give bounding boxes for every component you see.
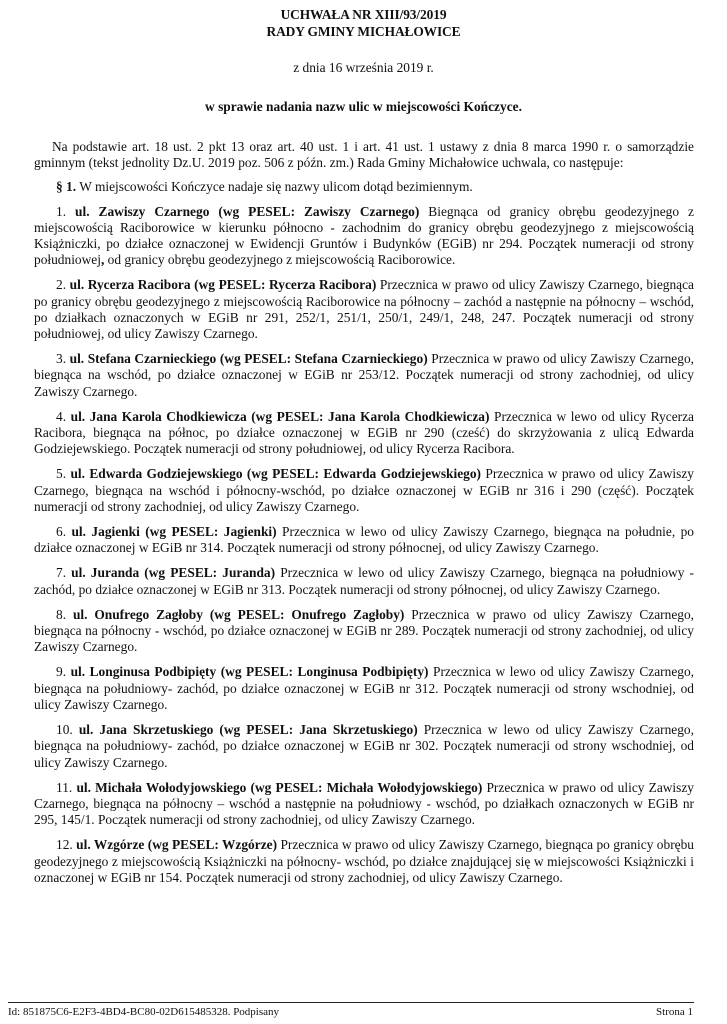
item-number: 7. (56, 565, 67, 581)
page-number: Strona 1 (656, 1006, 693, 1018)
street-item (34, 524, 694, 556)
street-name: ul. Rycerza Racibora (wg PESEL: Rycerza Racibora) (69, 277, 377, 293)
street-description: Przecznica w lewo od ulicy Zawiszy Czarnego, biegnąca na południowy- zachód, po działce oznaczonej w EGiB nr 312. Początek numeracji od strony wschodniej, od ulicy Zawiszy Czarnego. (34, 664, 694, 712)
item-number: 6. (56, 524, 67, 540)
street-item (34, 664, 694, 713)
street-description: Przecznica w prawo od ulicy Zawiszy Czarnego, biegnąca po granicy obrębu geodezyjnego z miejscowością Raciborowice na północny – zachód a następnie na północny – wschód, po działkach oznaczonych w EGiB nr 291, 252/1, 251/1, 250/1, 249/1, 248, 247. Początek numeracji od strony południowej, od ulicy Zawiszy Czarnego. (34, 277, 694, 342)
street-item (34, 722, 694, 771)
bold-comma: , (100, 252, 105, 268)
street-name: ul. Jana Karola Chodkiewicza (wg PESEL: Jana Karola Chodkiewicza) (70, 408, 490, 424)
item-number: 9. (56, 664, 67, 680)
street-description: Przecznica w lewo od ulicy Zawiszy Czarnego, biegnąca na południowy - zachód, po działce oznaczonej w EGiB nr 313. Początek numeracji od strony północnej, od ulicy Zawiszy Czarnego. (34, 565, 694, 597)
street-item (34, 780, 694, 829)
section-text: W miejscowości Kończyce nadaje się nazwy ulicom dotąd bezimiennym. (76, 179, 473, 195)
council-name: RADY GMINY MICHAŁOWICE (266, 24, 461, 39)
street-name: ul. Onufrego Zagłoby (wg PESEL: Onufrego Zagłoby) (72, 606, 405, 622)
section-label: § 1. (56, 179, 77, 195)
section-1-paragraph (34, 179, 694, 195)
resolution-date: z dnia 16 września 2019 r. (293, 60, 434, 75)
resolution-title: UCHWAŁA NR XIII/93/2019 (280, 7, 447, 22)
street-item (34, 351, 694, 400)
street-item (34, 409, 694, 458)
street-description: Przecznica w lewo od ulicy Zawiszy Czarnego, biegnąca na południowy- zachód, po działce oznaczonej w EGiB nr 302. Początek numeracji od strony wschodniej, od ulicy Zawiszy Czarnego. (34, 722, 694, 770)
item-number: 11. (56, 779, 73, 795)
street-description: Przecznica w lewo od ulicy Zawiszy Czarnego, biegnąca na południe, po działce oznaczonej w EGiB nr 314. Początek numeracji od strony północnej, od ulicy Zawiszy Czarnego. (34, 524, 694, 556)
street-description: Przecznica w prawo od ulicy Zawiszy Czarnego, biegnąca na wschód, po działce oznaczonej w EGiB nr 253/12. Początek numeracji od strony zachodniej, od ulicy Zawiszy Czarnego. (34, 351, 694, 399)
item-number: 8. (56, 606, 67, 622)
resolution-subject: w sprawie nadania nazw ulic w miejscowości Kończyce. (205, 99, 522, 114)
street-name: ul. Jana Skrzetuskiego (wg PESEL: Jana Skrzetuskiego) (78, 722, 418, 738)
street-description: Przecznica w prawo od ulicy Zawiszy Czarnego, biegnąca po granicy obrębu geodezyjnego z miejscowością Książniczki na północny- wschód, po działce znajdującej się w miejscowości Książniczki i oznaczonej w EGiB nr 154. Początek numeracji od strony zachodniej, od ulicy Zawiszy Czarnego. (34, 837, 694, 885)
street-name: ul. Michała Wołodyjowskiego (wg PESEL: Michała Wołodyjowskiego) (76, 779, 483, 795)
street-item (34, 466, 694, 515)
item-number: 3. (56, 351, 67, 367)
street-name: ul. Jagienki (wg PESEL: Jagienki) (71, 524, 277, 540)
item-number: 1. (56, 203, 67, 219)
street-item (34, 277, 694, 342)
item-number: 5. (56, 466, 67, 482)
street-name: ul. Stefana Czarnieckiego (wg PESEL: Stefana Czarnieckiego) (69, 351, 428, 367)
street-item (34, 607, 694, 656)
street-description: Przecznica w prawo od ulicy Zawiszy Czarnego, biegnąca na północny – wschód a następnie na południowy - wschód, po działkach oznaczonych w EGiB nr 295, 145/1. Początek numeracji od strony zachodniej, od ulicy Zawiszy Czarnego. (34, 779, 694, 828)
document-id: Id: 851875C6-E2F3-4BD4-BC80-02D615485328. Podpisany (8, 1006, 280, 1018)
street-name: ul. Zawiszy Czarnego (wg PESEL: Zawiszy Czarnego) (75, 203, 420, 219)
street-name: ul. Juranda (wg PESEL: Juranda) (71, 565, 276, 581)
item-number: 12. (56, 837, 73, 853)
street-item (34, 565, 694, 597)
street-description: Przecznica w prawo od ulicy Zawiszy Czarnego, biegnąca na wschód i północny-wschód, po działce oznaczonej w EGiB nr 316 i 290 (część). Początek numeracji od strony zachodniej, od ulicy Zawiszy Czarnego. (34, 466, 694, 514)
street-item (34, 837, 694, 886)
street-name: ul. Wzgórze (wg PESEL: Wzgórze) (76, 837, 278, 853)
street-description-cont: od granicy obrębu geodezyjnego z miejscowością Raciborowice. (104, 252, 456, 268)
street-item (34, 204, 694, 269)
item-number: 2. (56, 277, 67, 293)
street-description: Biegnąca od granicy obrębu geodezyjnego z miejscowością Raciborowice w kierunku północno - zachodnim do granicy obrębu geodezyjnego z miejscowością Książniczki, po działce oznaczonej w Ewidencji Gruntów i Budynków (EGiB) nr 294. Początek numeracji od strony południowej (34, 203, 694, 268)
legal-basis-paragraph: Na podstawie art. 18 ust. 2 pkt 13 oraz art. 40 ust. 1 i art. 41 ust. 1 ustawy z dnia 8 marca 1990 r. o samorządzie gminnym (tekst jednolity Dz.U. 2019 poz. 506 z późn. zm.) Rada Gminy Michałowice uchwala, co następuje: (34, 139, 694, 171)
street-description: Przecznica w prawo od ulicy Zawiszy Czarnego, biegnąca na północny - wschód, po działce oznaczonej w EGiB nr 289. Początek numeracji od strony zachodniej, od ulicy Zawiszy Czarnego. (34, 606, 694, 655)
footer-divider (8, 1002, 694, 1003)
item-number: 10. (56, 722, 73, 738)
street-name: ul. Edwarda Godziejewskiego (wg PESEL: Edwarda Godziejewskiego) (70, 466, 482, 482)
item-number: 4. (56, 408, 67, 424)
street-name: ul. Longinusa Podbipięty (wg PESEL: Longinusa Podbipięty) (70, 664, 429, 680)
street-description: Przecznica w lewo od ulicy Rycerza Racibora, biegnąca na północ, po działce oznaczonej w EGiB nr 290 (cześć) do skrzyżowania z ulicą Edwarda Godziejewskiego. Początek numeracji od strony południowej, od ulicy Rycerza Racibora. (34, 408, 695, 457)
document-body (34, 139, 694, 895)
